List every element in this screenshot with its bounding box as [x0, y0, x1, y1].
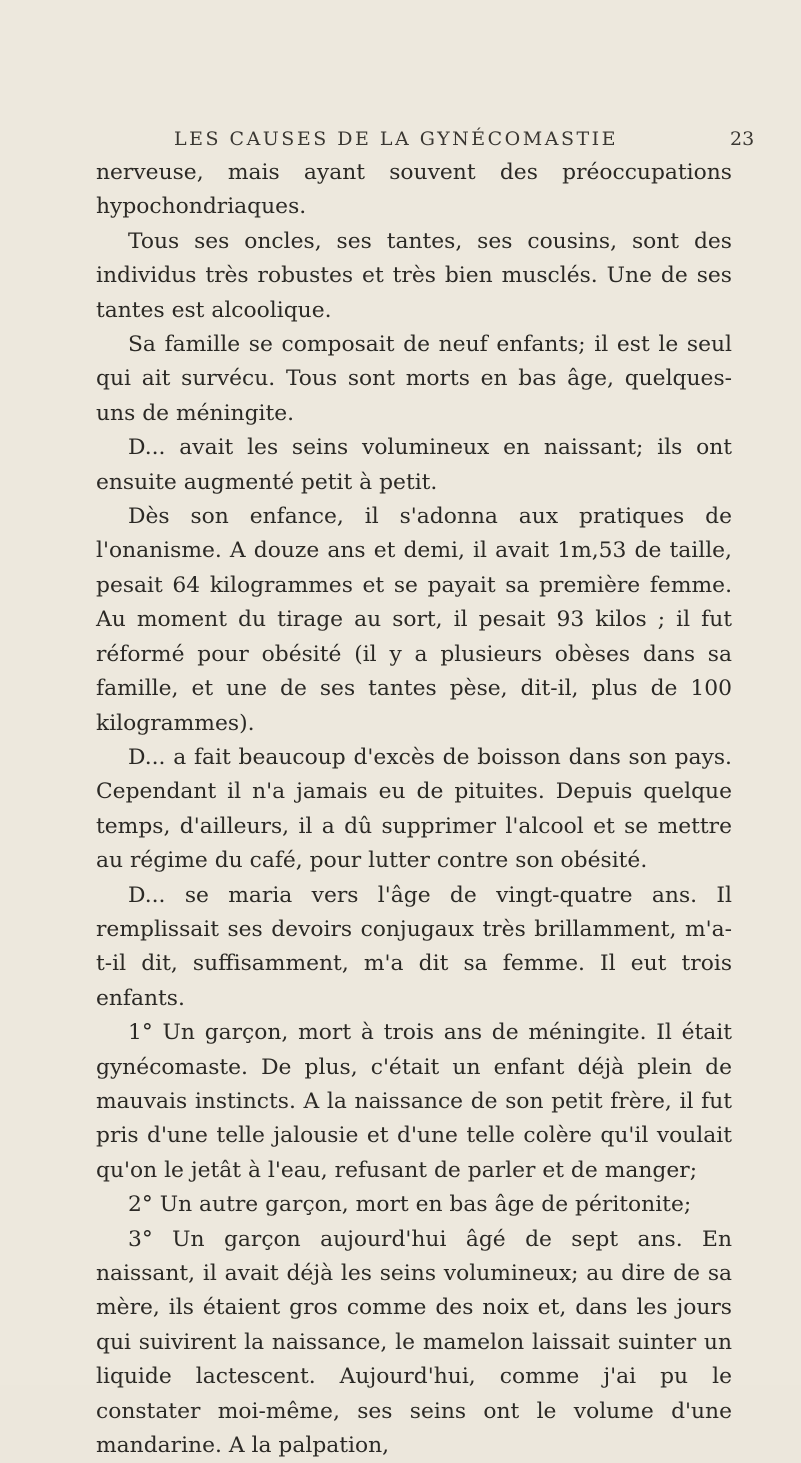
paragraph: 1° Un garçon, mort à trois ans de méningite. Il était gynécomaste. De plus, c'était un enfant déjà plein de mauvais instincts. A la naissance de son petit frère, il fut pris d'une telle jalousie et d'une telle colère qu'il voulait qu'on le jetât à l'eau, refusant de parler et de manger; — [96, 1020, 732, 1183]
paragraph: Tous ses oncles, ses tantes, ses cousins, sont des individus très robustes et très bien musclés. Une de ses tantes est alcoolique. — [96, 228, 732, 323]
body-text — [96, 156, 732, 1463]
paragraph: D... avait les seins volumineux en naissant; ils ont ensuite augmenté petit à petit. — [96, 435, 732, 495]
paragraph: Sa famille se composait de neuf enfants; il est le seul qui ait survécu. Tous sont morts en bas âge, quelques-uns de méningite. — [96, 332, 732, 426]
paragraph: D... se maria vers l'âge de vingt-quatre ans. Il remplissait ses devoirs conjugaux très brillamment, m'a-t-il dit, suffisamment, m'a dit sa femme. Il eut trois enfants. — [96, 882, 732, 1011]
running-title: LES CAUSES DE LA GYNÉCOMASTIE — [173, 128, 619, 150]
paragraph: Dès son enfance, il s'adonna aux pratiques de l'onanisme. A douze ans et demi, il avait 1m,53 de taille, pesait 64 kilogrammes et se payait sa première femme. Au moment du tirage au sort, il pesait 93 kilos ; il fut réformé pour obésité (il y a plusieurs obèses dans sa famille, et une de ses tantes pèse, dit-il, plus de 100 kilogrammes). — [96, 504, 732, 736]
paragraph: D... a fait beaucoup d'excès de boisson dans son pays. Cependant il n'a jamais eu de pituites. Depuis quelque temps, d'ailleurs, il a dû supprimer l'alcool et se mettre au régime du café, pour lutter contre son obésité. — [96, 744, 732, 874]
paragraph: 3° Un garçon aujourd'hui âgé de sept ans. En naissant, il avait déjà les seins volumineux; au dire de sa mère, ils étaient gros comme des noix et, dans les jours qui suivirent la naissance, le mamelon laissait suinter un liquide lactescent. Aujourd'hui, comme j'ai pu le constater moi-même, ses seins ont le volume d'une mandarine. A la palpation, — [96, 1226, 732, 1459]
page-number: 23 — [730, 128, 755, 150]
paragraph: nerveuse, mais ayant souvent des préoccupations hypochondriaques. — [96, 160, 732, 220]
paragraph: 2° Un autre garçon, mort en bas âge de péritonite; — [128, 1192, 692, 1218]
